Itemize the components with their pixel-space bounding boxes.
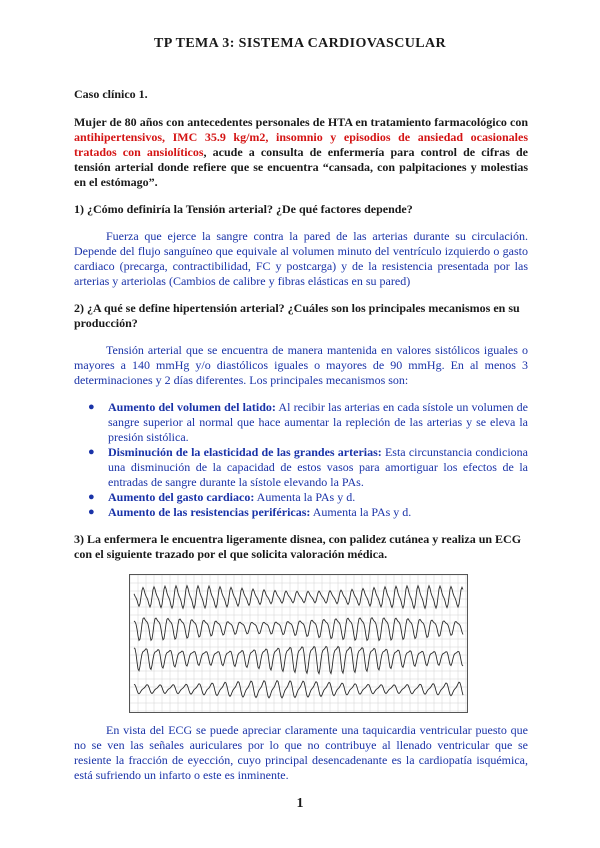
bullet-term: Aumento del gasto cardiaco: [108,490,255,504]
list-item [74,445,528,490]
intro-text: Mujer de 80 años con antecedentes personales de HTA en tratamiento farmacológico con [74,115,528,129]
list-item [74,490,528,505]
case-intro [74,115,528,190]
question-1: 1) ¿Cómo definiría la Tensión arterial? ¿De qué factores depende? [74,202,413,216]
intro-text-end: , acude a consulta de enfermería para control de cifras de tensión arterial donde refiere que se encuentra “cansada, con palpitaciones y molestias en el estómago”. [74,145,528,189]
bullet-icon: ● [88,401,95,413]
ecg-lead-3 [134,646,463,673]
mechanisms-list [74,400,528,520]
list-item [74,400,528,445]
bullet-term: Disminución de la elasticidad de las grandes arterias: [108,445,382,459]
page-number: 1 [296,796,304,811]
ecg-trace-figure [130,575,467,712]
bullet-term: Aumento de las resistencias periféricas: [108,505,311,519]
document-body [74,87,528,795]
bullet-term: Aumento del volumen del latido: [108,400,276,414]
bullet-text: Esta circunstancia condiciona una disminución de la capacidad de estos vasos para amortiguar los efectos de la entradas de sangre durante la sístole elevando la PAs. [108,445,528,489]
bullet-icon: ● [88,491,95,503]
ecg-lead-2 [134,618,463,641]
bullet-icon: ● [88,506,95,518]
bullet-icon: ● [88,446,95,458]
case-title: Caso clínico 1. [74,87,148,101]
ecg-image [129,574,468,713]
bullet-text: Aumenta la PAs y d. [254,490,356,504]
bullet-text: Aumenta la PAs y d. [310,505,412,519]
intro-highlight: antihipertensivos, IMC 35.9 kg/m2, insomnio y episodios de ansiedad ocasionales tratados con ansiolíticos [74,130,528,159]
ecg-lead-4 [134,681,463,698]
bullet-text: Al recibir las arterias en cada sístole un volumen de sangre superior al normal que hace aumentar la repleción de las arterias y se eleva la presión sistólica. [108,400,528,444]
question-3: 3) La enfermera le encuentra ligeramente disnea, con palidez cutánea y realiza un ECG con el siguiente trazado por el que solicita valoración médica. [74,532,522,561]
list-item [74,505,528,520]
question-2: 2) ¿A qué se define hipertensión arterial? ¿Cuáles son los principales mecanismos en su producción? [74,301,520,330]
document-title: TP TEMA 3: SISTEMA CARDIOVASCULAR [154,36,446,51]
answer-3: En vista del ECG se puede apreciar claramente una taquicardia ventricular puesto que no se ven las señales auriculares por lo que no contribuye al llenado ventricular que se resiente la fracción de eyección, cuyo principal desencadenante es la cardiopatía isquémica, está sufriendo un infarto o este es inminente. [74,723,528,782]
answer-2: Tensión arterial que se encuentra de manera mantenida en valores sistólicos iguales o mayores a 140 mmHg y/o diastólicos iguales o mayores de 90 mmHg. En al menos 3 determinaciones y 2 días diferentes. Los principales mecanismos son: [74,343,528,387]
answer-1: Fuerza que ejerce la sangre contra la pared de las arterias durante su circulación. Depende del flujo sanguíneo que equivale al volumen minuto del ventrículo izquierdo o gasto cardiaco (precarga, contractibilidad, FC y postcarga) y de la resistencia presentada por las arterias y arteriolas (Cambios de calibre y fibras elásticas en su pared) [74,229,528,288]
ecg-lead-1 [134,586,463,609]
